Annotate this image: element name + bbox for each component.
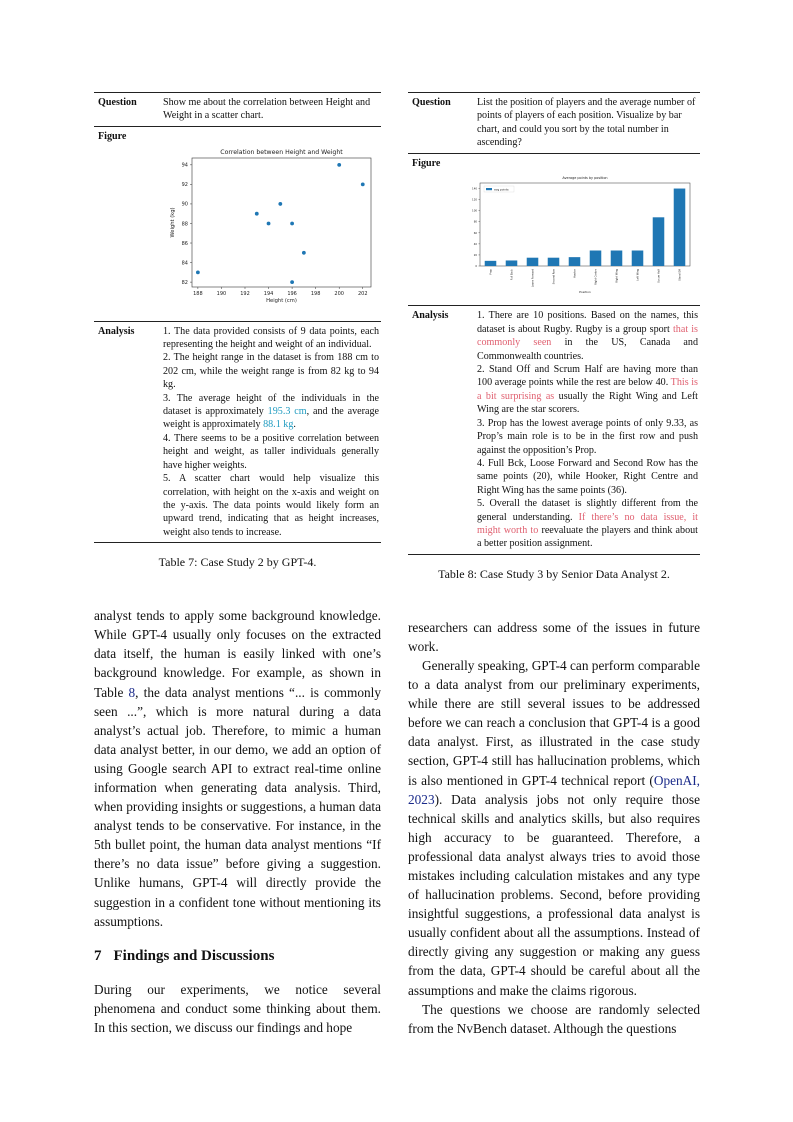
highlighted-text: 195.3 cm	[267, 406, 307, 418]
analysis-point	[477, 309, 698, 363]
question-text: Show me about the correlation between Height and Weight in a scatter chart.	[163, 93, 381, 127]
figure-label: Figure	[408, 153, 477, 173]
y-tick-label: 90	[181, 201, 188, 208]
citation-link[interactable]: OpenAI, 2023	[408, 772, 700, 807]
paragraph-text: analyst tends to apply some background knowledge. While GPT-4 usually only focuses on the extracted data itself, the human is easily linked with one’s background knowledge. For example, as shown in Table 8, the data analyst mentions “... is commonly seen ...”, which is more natural during a data analyst’s actual job. Therefore, to mimic a human data analyst better, in our demo, we add an option of using Google search API to extract real-time online information when generating data analysis. Third, when providing insights or suggestions, a human data analyst tends to be conservative. For instance, in the 5th bullet point, the human data analyst mentions “If there’s no data issue” before giving a suggestion. Unlike humans, GPT-4 will directly provide the suggestion in a confident tone without mentioning its assumptions.	[94, 608, 381, 929]
x-tick-label: 188	[193, 291, 203, 298]
analysis-point	[163, 325, 379, 352]
body-paragraph	[408, 656, 700, 1000]
bar	[632, 251, 644, 266]
left-body	[94, 606, 381, 1037]
bar	[506, 260, 518, 266]
y-tick-label: 88	[181, 221, 188, 228]
y-tick-label: 140	[472, 187, 477, 191]
y-tick-label: 92	[181, 182, 188, 189]
analysis-text-segment: 4. There seems to be a positive correlation between height and weight, as taller individuals generally have higher weights.	[163, 432, 379, 471]
data-point	[302, 251, 306, 255]
x-tick-label: Full Back	[510, 269, 514, 281]
data-point	[337, 163, 341, 167]
bar	[590, 251, 602, 266]
y-tick-label: 82	[181, 280, 188, 287]
question-label: Question	[94, 93, 163, 127]
x-tick-label: Right Centre	[594, 269, 598, 285]
analysis-text-segment: 2. Stand Off and Scrum Half are having more than 100 average points while the rest are below 40.	[477, 364, 698, 389]
bar	[611, 251, 623, 266]
x-tick-label: 192	[240, 291, 250, 298]
analysis-text-segment: 3. Prop has the lowest average points of only 9.33, as Prop’s main role is to be in the first row and push against the opposition’s Prop.	[477, 417, 698, 456]
right-body	[408, 618, 700, 1038]
analysis-point	[163, 351, 379, 391]
y-tick-label: 100	[472, 209, 477, 213]
y-tick-label: 40	[473, 242, 477, 246]
section-heading	[94, 947, 381, 966]
analysis-point	[163, 472, 379, 539]
y-axis-label: Weight (kg)	[170, 207, 176, 238]
analysis-point	[477, 497, 698, 551]
analysis-text-segment: 1. There are 10 positions. Based on the names, this dataset is about Rugby. Rugby is a group sport	[477, 310, 698, 335]
bar	[485, 261, 497, 266]
analysis-text-segment: reevaluate the players and think about a better position assignment.	[477, 524, 698, 550]
section-number: 7	[94, 947, 102, 964]
x-tick-label: 202	[357, 291, 368, 298]
chart-title: Average points by position	[562, 176, 608, 181]
x-tick-label: Loose Forward	[531, 269, 535, 288]
data-point	[290, 280, 294, 284]
x-tick-label: Prop	[489, 269, 493, 275]
plot-frame	[192, 158, 371, 287]
analysis-label: Analysis	[408, 306, 477, 554]
question-label: Question	[408, 93, 477, 154]
highlighted-text: This is a bit surprising as	[477, 377, 698, 402]
analysis-point	[477, 363, 698, 417]
body-paragraph: During our experiments, we notice several phenomena and conduct some thinking about them. In this section, we discuss our findings and hope	[94, 981, 381, 1035]
highlighted-text: If there’s no data issue, it might worth to	[477, 511, 698, 536]
analysis-text	[477, 306, 700, 554]
y-tick-label: 20	[473, 253, 477, 257]
y-tick-label: 84	[181, 260, 188, 267]
highlighted-text: that is commonly seen	[477, 323, 698, 349]
paragraph-text: Generally speaking, GPT-4 can perform comparable to a data analyst from our preliminary experiments, while there are still several issues to be addressed before we can reach a conclusion that GPT-4 is a good data analyst. First, as illustrated in the case study section, GPT-4 still has hallucination problems, which is also mentioned in GPT-4 technical report (	[408, 657, 700, 788]
table-7-caption: Table 7: Case Study 2 by GPT-4.	[158, 555, 317, 570]
legend-label: avg points	[494, 187, 509, 192]
x-tick-label: 194	[263, 291, 274, 298]
bar-chart	[408, 173, 700, 301]
data-point	[290, 222, 294, 226]
x-tick-label: 190	[216, 291, 227, 298]
y-tick-label: 80	[473, 220, 477, 224]
x-tick-label: 196	[287, 291, 297, 298]
analysis-point	[477, 457, 698, 497]
right-column	[408, 92, 700, 1038]
analysis-text-segment: 5. A scatter chart would help visualize this correlation, with height on the x-axis and weight on the y-axis. The data points would likely form an upward trend, indicating that as height increases, weight also tends to increase.	[163, 473, 379, 538]
data-point	[196, 271, 200, 275]
y-tick-label: 120	[472, 198, 477, 202]
analysis-text-segment: 2. The height range in the dataset is from 188 cm to 202 cm, while the weight range is from 82 kg to 94 kg.	[163, 352, 379, 391]
data-point	[361, 183, 365, 187]
data-point	[255, 212, 259, 216]
analysis-text-segment: 4. Full Bck, Loose Forward and Second Row has the same points (20), while Hooker, Right Centre and Right Wing has the same points (36).	[477, 457, 698, 496]
bar	[674, 189, 686, 266]
analysis-text-segment: 1. The data provided consists of 9 data points, each representing the height and weight of an individual.	[163, 325, 379, 351]
table-8-caption: Table 8: Case Study 3 by Senior Data Analyst 2.	[438, 566, 670, 581]
x-axis-label: Position	[579, 290, 591, 295]
body-paragraph: The questions we choose are randomly selected from the NvBench dataset. Although the questions	[408, 1001, 700, 1036]
body-paragraph	[94, 606, 381, 931]
data-point	[267, 222, 271, 226]
analysis-point	[163, 392, 379, 432]
x-tick-label: Second Row	[552, 269, 556, 285]
legend-swatch	[486, 188, 492, 190]
x-tick-label: Right Wing	[615, 269, 619, 283]
y-tick-label: 0	[475, 265, 477, 269]
left-column	[94, 92, 381, 1037]
analysis-text-segment: 3. The average height of the individuals in the dataset is approximately	[163, 392, 379, 418]
table-8	[408, 92, 700, 555]
analysis-label: Analysis	[94, 321, 163, 543]
analysis-text-segment: 5. Overall the dataset is slightly different from the general understanding.	[477, 498, 698, 523]
table-ref-link[interactable]: 8	[128, 684, 136, 700]
analysis-text-segment: usually the Right Wing and Left Wing are the star scorers.	[477, 390, 698, 416]
x-tick-label: Stand Off	[678, 269, 682, 281]
x-axis-label: Height (cm)	[266, 298, 297, 305]
highlighted-text: 88.1 kg	[263, 419, 294, 431]
table-7	[94, 92, 381, 543]
analysis-text	[163, 321, 381, 543]
figure-label: Figure	[94, 126, 163, 146]
paragraph-text: ). Data analysis jobs not only require those technical skills and analytics skills, but also requires high accuracy to be guaranteed. Therefore, a professional data analyst always tries to avoid those mistakes including calculation mistakes and any type of hallucination problems. Second, before providing insightful suggestions, a professional data analyst is usually confident about all the assumptions. Instead of directly giving any suggestion or making any guess from the data, GPT-4 should be careful about all the assumptions and make the claims rigorous.	[408, 791, 700, 998]
y-tick-label: 94	[181, 162, 188, 169]
bar	[527, 258, 539, 266]
bar	[548, 258, 560, 266]
data-point	[278, 202, 282, 206]
bar	[653, 217, 665, 266]
question-text: List the position of players and the average number of points of players of each position. Visualize by bar chart, and could you sort by the total number in ascending?	[477, 93, 700, 154]
analysis-point	[477, 417, 698, 457]
chart-title: Correlation between Height and Weight	[220, 149, 343, 157]
x-tick-label: Scrum Half	[657, 269, 661, 283]
y-tick-label: 60	[473, 231, 477, 235]
analysis-text-segment: , and the average weight is approximately	[163, 406, 379, 431]
x-tick-label: 200	[334, 291, 344, 298]
section-title: Findings and Discussions	[113, 947, 275, 964]
bar	[569, 257, 581, 266]
analysis-text-segment: in the US, Canada and Commonwealth countries.	[477, 337, 698, 362]
x-tick-label: 198	[310, 291, 321, 298]
analysis-text-segment: .	[293, 419, 296, 431]
scatter-chart	[94, 146, 381, 316]
analysis-point	[163, 432, 379, 472]
x-tick-label: Left Wing	[636, 269, 640, 281]
body-paragraph: researchers can address some of the issues in future work.	[408, 619, 700, 654]
y-tick-label: 86	[181, 241, 188, 248]
x-tick-label: Hooker	[573, 269, 577, 278]
